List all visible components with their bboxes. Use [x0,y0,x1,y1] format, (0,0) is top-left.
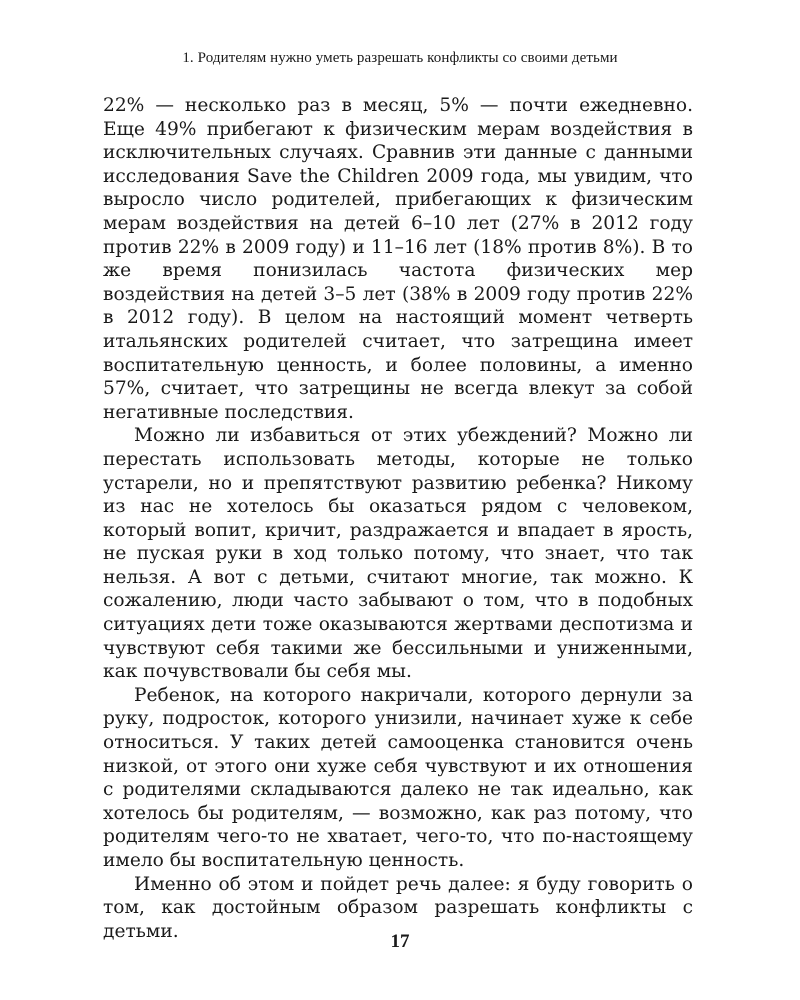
paragraph-2: Можно ли избавиться от этих убеждений? Можно ли перестать использовать методы, которые не только устарели, но и препятствуют развитию ребенка? Никому из нас не хотелось бы оказаться рядом с человеком, который вопит, кричит, раздражается и впадает в ярость, не пуская руки в ход только потому, что знает, что так нельзя. А вот с детьми, считают многие, так можно. К сожалению, люди часто забывают о том, что в подобных ситуациях дети тоже оказываются жертвами деспотизма и чувствуют себя такими же бессильными и униженными, как почувствовали бы себя мы. [103,425,693,683]
paragraph-1: 22% — несколько раз в месяц, 5% — почти ежедневно. Еще 49% прибегают к физическим мерам воздействия в исключительных случаях. Сравнив эти данные с данными исследования Save the Children 2009 года, мы увидим, что выросло число родителей, прибегающих к физическим мерам воздействия на детей 6–10 лет (27% в 2012 году против 22% в 2009 году) и 11–16 лет (18% против 8%). В то же время понизилась частота физических мер воздействия на детей 3–5 лет (38% в 2009 году против 22% в 2012 году). В целом на настоящий момент четверть итальянских родителей считает, что затрещина имеет воспитательную ценность, и более половины, а именно 57%, считает, что затрещины не всегда влекут за собой негативные последствия. [103,95,693,423]
page-number: 17 [390,931,410,952]
paragraph-4: Именно об этом и пойдет речь далее: я буду говорить о том, как достойным образом разрешать конфликты с детьми. [103,873,693,942]
paragraph-3: Ребенок, на которого накричали, которого дернули за руку, подросток, которого унизили, начинает хуже к себе относиться. У таких детей самооценка становится очень низкой, от этого они хуже себя чувствуют и их отношения с родителями складываются далеко не так идеально, как хотелось бы родителям, — возможно, как раз потому, что родителям чего-то не хватает, чего-то, что по-настоящему имело бы воспитательную ценность. [103,684,693,871]
running-head: 1. Родителям нужно уметь разрешать конфликты со своими детьми [182,50,618,66]
body-text [103,94,693,943]
